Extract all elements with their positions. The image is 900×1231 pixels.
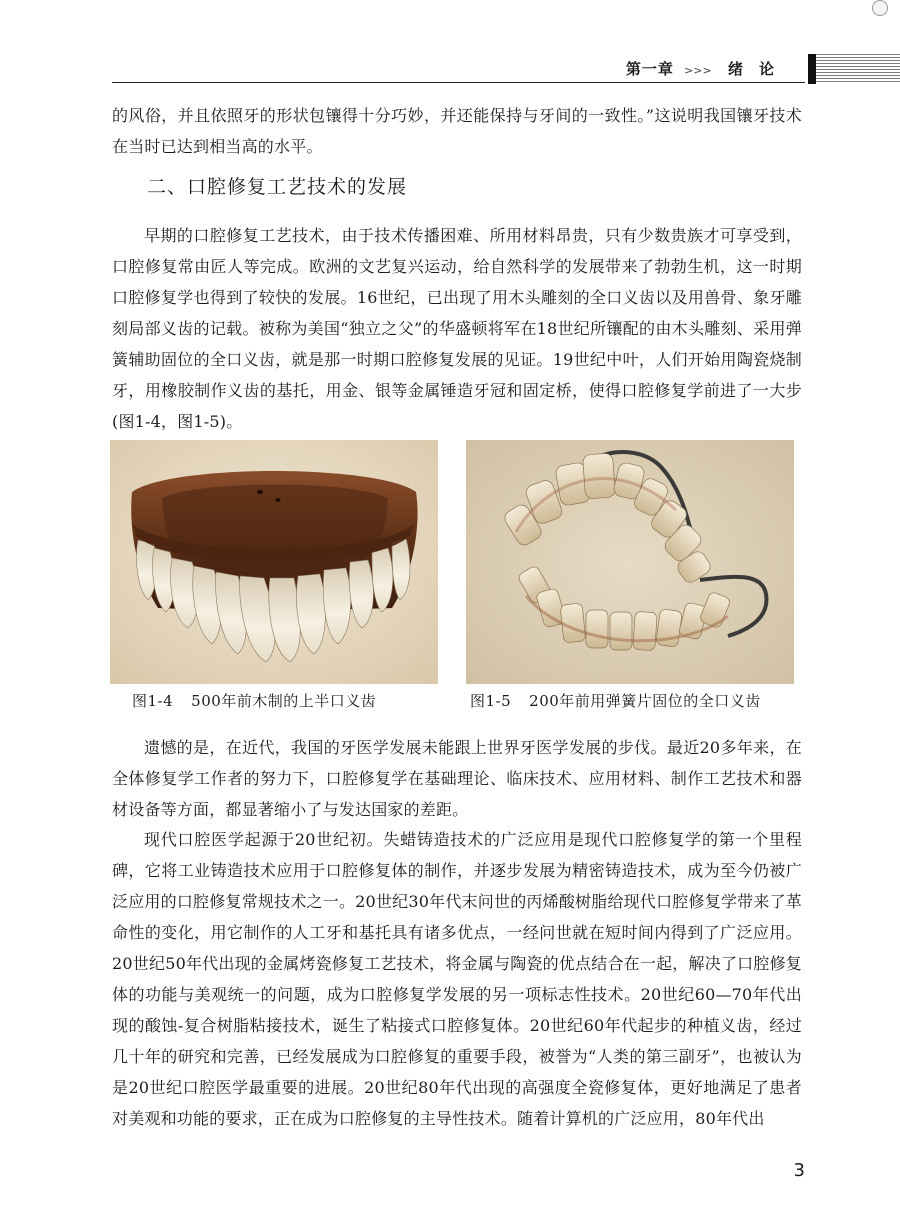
paragraph-early-history: 早期的口腔修复工艺技术，由于技术传播困难、所用材料昂贵，只有少数贵族才可享受到，口腔修复常由匠人等完成。欧洲的文艺复兴运动，给自然科学的发展带来了勃勃生机，这一时期口腔修复学也得到了较快的发展。16世纪，已出现了用木头雕刻的全口义齿以及用兽骨、象牙雕刻局部义齿的记载。被称为美国“独立之父”的华盛顿将军在18世纪所镶配的由木头雕刻、采用弹簧辅助固位的全口义齿，就是那一时期口腔修复发展的见证。19世纪中叶，人们开始用陶瓷烧制牙，用橡胶制作义齿的基托，用金、银等金属锤造牙冠和固定桥，使得口腔修复学前进了一大步(图1-4，图1-5)。 [112, 226, 802, 431]
wooden-upper-denture-photo-icon [110, 440, 438, 684]
paragraph-modern-dentistry: 现代口腔医学起源于20世纪初。失蜡铸造技术的广泛应用是现代口腔修复学的第一个里程碑，它将工业铸造技术应用于口腔修复体的制作，并逐步发展为精密铸造技术，成为至今仍被广泛应用的口腔修复常规技术之一。20世纪30年代末问世的丙烯酸树脂给现代口腔修复学带来了革命性的变化，用它制作的人工牙和基托具有诸多优点，一经问世就在短时间内得到了广泛应用。20世纪50年代出现的金属烤瓷修复工艺技术，将金属与陶瓷的优点结合在一起，解决了口腔修复体的功能与美观统一的问题，成为口腔修复学发展的另一项标志性技术。20世纪60—70年代出现的酸蚀-复合树脂粘接技术，诞生了粘接式口腔修复体。20世纪60年代起步的种植义齿，经过几十年的研究和完善，已经发展成为口腔修复的重要手段，被誉为“人类的第三副牙”，也被认为是20世纪口腔医学最重要的进展。20世纪80年代出现的高强度全瓷修复体，更好地满足了患者对美观和功能的要求，正在成为口腔修复的主导性技术。随着计算机的广泛应用，80年代出 [112, 830, 802, 1128]
figure-1-5-number: 图1-5 [470, 692, 512, 710]
paragraph-continuation: 的风俗，并且依照牙的形状包镶得十分巧妙，并还能保持与牙间的一致性。”这说明我国镶牙技术在当时已达到相当高的水平。 [112, 106, 802, 156]
figure-1-4-caption [132, 690, 376, 711]
paragraph-modern-china: 遗憾的是，在近代，我国的牙医学发展未能跟上世界牙医学发展的步伐。最近20多年来，在全体修复学工作者的努力下，口腔修复学在基础理论、临床技术、应用材料、制作工艺技术和器材设备等方面，都显著缩小了与发达国家的差距。 [112, 738, 802, 819]
header-stripe-block [808, 54, 900, 84]
spring-retained-full-denture-photo-icon [466, 440, 794, 684]
figure-1-4-caption-text: 500年前木制的上半口义齿 [191, 692, 377, 710]
running-header [626, 58, 790, 80]
header-rule [112, 82, 805, 83]
chapter-label: 第一章 [625, 60, 674, 78]
section-heading: 二、口腔修复工艺技术的发展 [147, 176, 408, 198]
figure-1-5-caption [470, 690, 761, 711]
header-arrows: >>> [684, 64, 712, 77]
figure-1-5-image [466, 440, 794, 684]
figure-1-5-caption-text: 200年前用弹簧片固位的全口义齿 [529, 692, 761, 710]
figure-1-4-number: 图1-4 [132, 692, 174, 710]
corner-ring-decoration [872, 0, 888, 16]
figure-1-4-image [110, 440, 438, 684]
chapter-title: 绪论 [727, 60, 790, 78]
page-number: 3 [793, 1160, 805, 1181]
